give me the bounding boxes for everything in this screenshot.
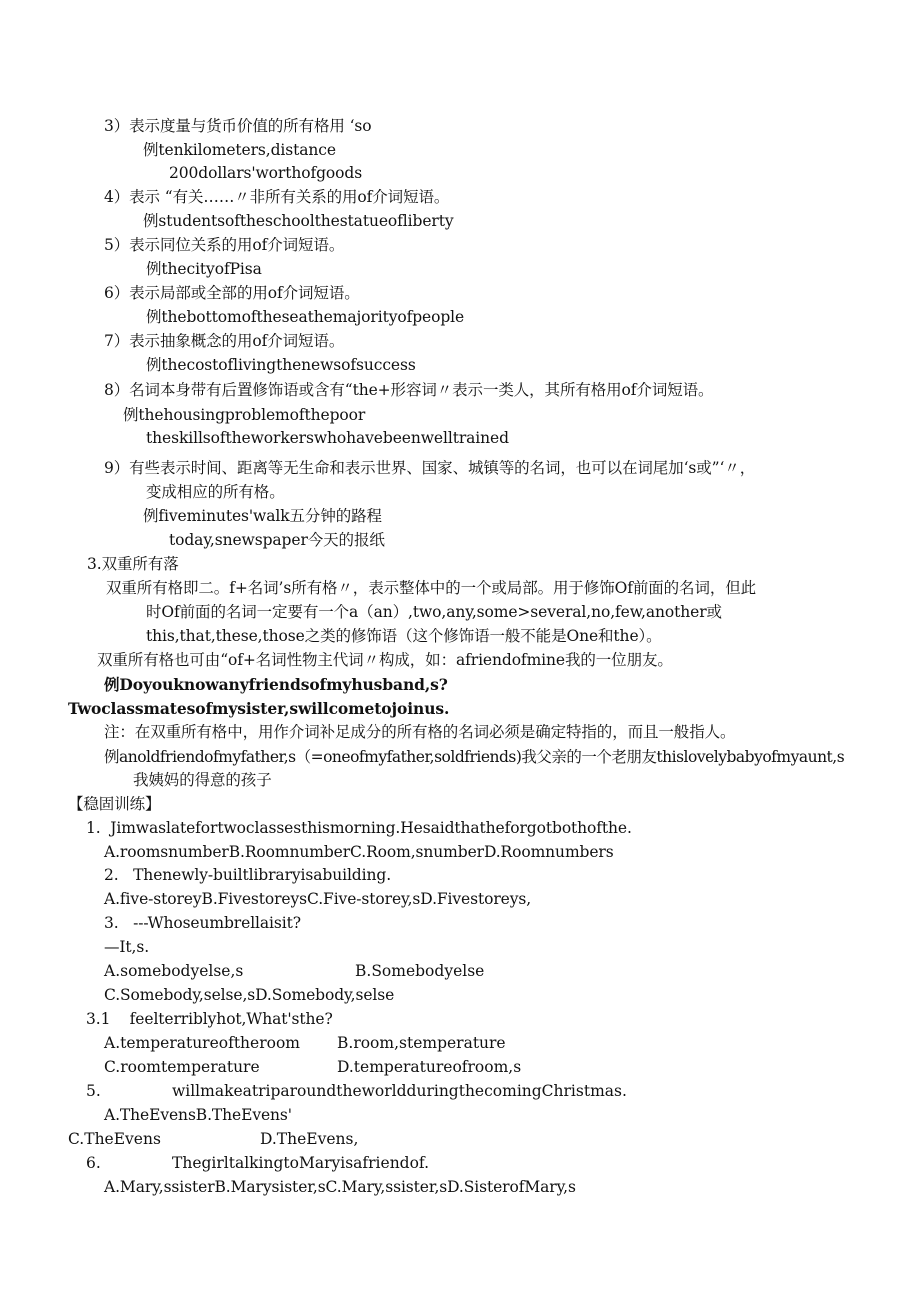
rule-5-heading: 5）表示同位关系的用of介词短语。 xyxy=(104,236,345,254)
question-4-option-c: C.roomtemperature xyxy=(104,1058,260,1076)
rule-4-heading: 4）表示 “有关……〃非所有关系的用of介词短语。 xyxy=(104,188,450,206)
question-5-options-ab: A.TheEvensB.TheEvens' xyxy=(104,1106,292,1124)
question-6-options: A.Mary,ssisterB.Marysister,sC.Mary,ssister,sD.SisterofMary,s xyxy=(104,1178,576,1196)
rule-6-example: 例thebottomoftheseathemajorityofpeople xyxy=(146,308,465,326)
rule-8-example-1: 例thehousingproblemofthepoor xyxy=(123,406,366,424)
double-possessive-example-2: Twoclassmatesofmysister,swillcometojoinus. xyxy=(68,699,450,718)
exercise-title: 【稳固训练】 xyxy=(68,795,161,813)
question-6-number: 6. xyxy=(86,1154,101,1172)
question-3-options-cd: C.Somebody,selse,sD.Somebody,selse xyxy=(104,986,395,1004)
question-5-number: 5. xyxy=(86,1082,101,1100)
question-3-option-b: B.Somebodyelse xyxy=(355,962,485,980)
note-example-1: 例anoldfriendofmyfather,s（=oneofmyfather,soldfriends)我父亲的一个老朋友thislovelybabyofmyaunt,s xyxy=(104,748,845,766)
question-2-options: A.five-storeyB.FivestoreysC.Five-storey,sD.Fivestoreys, xyxy=(104,890,532,908)
rule-8-heading: 8）名词本身带有后置修饰语或含有“the+形容词〃表示一类人，其所有格用of介词短语。 xyxy=(104,381,714,399)
double-possessive-example-1: 例Doyouknowanyfriendsofmyhusband,s? xyxy=(104,675,448,694)
double-possessive-para-4: 双重所有格也可由“of+名词性物主代词〃构成，如：afriendofmine我的一位朋友。 xyxy=(97,651,673,669)
question-4: 3.1 feelterriblyhot,What'sthe? xyxy=(86,1010,333,1028)
rule-3-heading: 3）表示度量与货币价值的所有格用 ‘so xyxy=(104,117,372,135)
rule-3-example-2: 200dollars'worthofgoods xyxy=(169,164,363,182)
rule-9-example-2: today,snewspaper今天的报纸 xyxy=(169,531,385,549)
question-1-options: A.roomsnumberB.RoomnumberC.Room,snumberD.Roomnumbers xyxy=(104,843,614,861)
rule-4-example: 例studentsoftheschoolthestatueofliberty xyxy=(143,212,454,230)
question-4-option-a: A.temperatureoftheroom xyxy=(104,1034,300,1052)
question-4-option-b: B.room,stemperature xyxy=(337,1034,506,1052)
question-3-option-a: A.somebodyelse,s xyxy=(104,962,244,980)
double-possessive-para-1: 双重所有格即二。f+名词’s所有格〃，表示整体中的一个或局部。用于修饰Of前面的名词，但此 xyxy=(106,579,757,597)
question-5-text: willmakeatriparoundtheworldduringthecomingChristmas. xyxy=(172,1082,627,1100)
double-possessive-para-2: 时Of前面的名词一定要有一个a（an）,two,any,some>several,no,few,another或 xyxy=(146,603,722,621)
question-5-option-c: C.TheEvens xyxy=(68,1130,161,1148)
rule-8-example-2: theskillsoftheworkerswhohavebeenwelltrained xyxy=(146,429,509,447)
rule-9-heading-cont: 变成相应的所有格。 xyxy=(146,483,285,501)
question-6-text: ThegirltalkingtoMaryisafriendof. xyxy=(172,1154,430,1172)
rule-5-example: 例thecityofPisa xyxy=(146,260,262,278)
rule-9-heading: 9）有些表示时间、距离等无生命和表示世界、国家、城镇等的名词，也可以在词尾加‘s或”‘〃， xyxy=(104,459,756,477)
question-3-answer-line: —It,s. xyxy=(104,938,150,956)
section-3-title: 3.双重所有落 xyxy=(87,555,179,573)
rule-9-example-1: 例fiveminutes'walk五分钟的路程 xyxy=(143,507,382,525)
rule-3-example-1: 例tenkilometers,distance xyxy=(143,141,336,159)
rule-6-heading: 6）表示局部或全部的用of介词短语。 xyxy=(104,284,360,302)
rule-7-example: 例thecostoflivingthenewsofsuccess xyxy=(146,356,416,374)
question-3: 3. ---Whoseumbrellaisit? xyxy=(104,914,301,932)
rule-7-heading: 7）表示抽象概念的用of介词短语。 xyxy=(104,332,345,350)
note-line: 注：在双重所有格中，用作介词补足成分的所有格的名词必须是确定特指的，而且一般指人。 xyxy=(104,723,736,741)
question-5-option-d: D.TheEvens, xyxy=(260,1130,359,1148)
question-2: 2. Thenewly-builtlibraryisabuilding. xyxy=(104,866,392,884)
question-4-option-d: D.temperatureofroom,s xyxy=(337,1058,522,1076)
question-1: 1. Jimwaslatefortwoclassesthismorning.Hesaidthatheforgotbothofthe. xyxy=(86,819,632,837)
note-example-2: 我姨妈的得意的孩子 xyxy=(133,771,272,789)
double-possessive-para-3: this,that,these,those之类的修饰语（这个修饰语一般不能是One和the）。 xyxy=(146,627,662,645)
